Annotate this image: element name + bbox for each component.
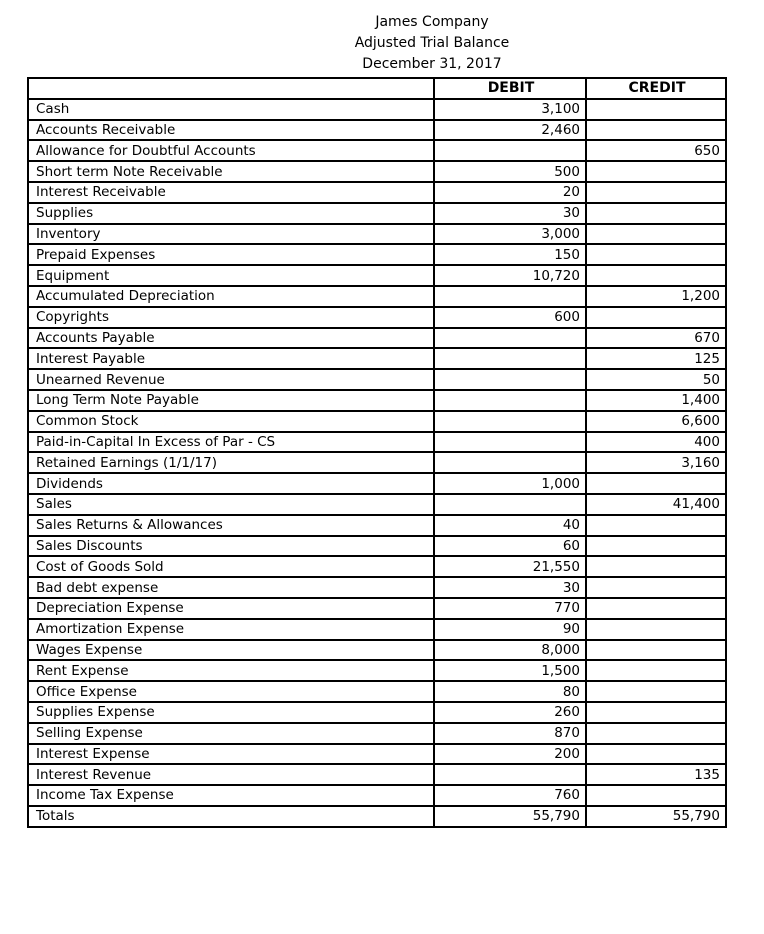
debit-amount	[434, 369, 586, 390]
debit-amount: 21,550	[434, 556, 586, 577]
account-name: Dividends	[28, 473, 434, 494]
account-name: Unearned Revenue	[28, 369, 434, 390]
debit-amount	[434, 452, 586, 473]
account-name: Allowance for Doubtful Accounts	[28, 140, 434, 161]
account-name: Sales Returns & Allowances	[28, 515, 434, 536]
account-name: Interest Receivable	[28, 182, 434, 203]
account-name: Long Term Note Payable	[28, 390, 434, 411]
account-name: Interest Revenue	[28, 764, 434, 785]
credit-amount	[586, 598, 726, 619]
debit-amount	[434, 328, 586, 349]
account-name: Accumulated Depreciation	[28, 286, 434, 307]
credit-amount: 1,400	[586, 390, 726, 411]
table-row	[28, 369, 726, 390]
table-row	[28, 286, 726, 307]
account-name: Office Expense	[28, 681, 434, 702]
credit-amount	[586, 515, 726, 536]
debit-amount: 770	[434, 598, 586, 619]
table-row	[28, 265, 726, 286]
account-name: Amortization Expense	[28, 619, 434, 640]
account-name: Cost of Goods Sold	[28, 556, 434, 577]
account-name: Interest Payable	[28, 348, 434, 369]
table-row	[28, 764, 726, 785]
report-date: December 31, 2017	[362, 56, 502, 72]
debit-amount	[434, 390, 586, 411]
table-row	[28, 452, 726, 473]
table-row	[28, 536, 726, 557]
account-column-header	[28, 78, 434, 99]
account-name: Wages Expense	[28, 640, 434, 661]
credit-amount: 41,400	[586, 494, 726, 515]
account-name: Cash	[28, 99, 434, 120]
table-row	[28, 120, 726, 141]
table-row	[28, 473, 726, 494]
credit-amount: 670	[586, 328, 726, 349]
account-name: Supplies Expense	[28, 702, 434, 723]
credit-amount	[586, 265, 726, 286]
table-row	[28, 556, 726, 577]
credit-amount	[586, 702, 726, 723]
totals-label: Totals	[28, 806, 434, 827]
credit-amount	[586, 224, 726, 245]
debit-amount: 260	[434, 702, 586, 723]
credit-amount	[586, 744, 726, 765]
debit-amount: 80	[434, 681, 586, 702]
credit-amount: 400	[586, 432, 726, 453]
account-name: Supplies	[28, 203, 434, 224]
table-row	[28, 640, 726, 661]
report-title: Adjusted Trial Balance	[354, 35, 510, 51]
credit-amount	[586, 244, 726, 265]
debit-amount: 150	[434, 244, 586, 265]
credit-amount: 50	[586, 369, 726, 390]
table-row	[28, 702, 726, 723]
credit-column-header: CREDIT	[586, 78, 726, 99]
table-row	[28, 307, 726, 328]
credit-amount	[586, 536, 726, 557]
account-name: Equipment	[28, 265, 434, 286]
report-heading	[282, 12, 582, 75]
credit-amount	[586, 660, 726, 681]
header-row	[28, 78, 726, 99]
table-row	[28, 161, 726, 182]
debit-column-header: DEBIT	[434, 78, 586, 99]
account-name: Sales Discounts	[28, 536, 434, 557]
debit-amount: 3,000	[434, 224, 586, 245]
debit-amount: 1,000	[434, 473, 586, 494]
table-row	[28, 140, 726, 161]
account-name: Depreciation Expense	[28, 598, 434, 619]
debit-amount: 30	[434, 203, 586, 224]
account-name: Copyrights	[28, 307, 434, 328]
debit-amount: 3,100	[434, 99, 586, 120]
table-row	[28, 577, 726, 598]
table-row	[28, 660, 726, 681]
credit-amount: 6,600	[586, 411, 726, 432]
debit-amount: 600	[434, 307, 586, 328]
credit-amount	[586, 681, 726, 702]
table-row	[28, 224, 726, 245]
credit-amount	[586, 99, 726, 120]
table-row	[28, 515, 726, 536]
credit-amount	[586, 785, 726, 806]
table-row	[28, 598, 726, 619]
account-name: Selling Expense	[28, 723, 434, 744]
account-name: Inventory	[28, 224, 434, 245]
credit-amount	[586, 161, 726, 182]
debit-amount	[434, 411, 586, 432]
account-name: Accounts Receivable	[28, 120, 434, 141]
company-name: James Company	[375, 14, 489, 30]
credit-amount	[586, 723, 726, 744]
debit-amount: 90	[434, 619, 586, 640]
table-row	[28, 723, 726, 744]
debit-amount: 1,500	[434, 660, 586, 681]
debit-amount: 10,720	[434, 265, 586, 286]
table-row	[28, 390, 726, 411]
account-name: Income Tax Expense	[28, 785, 434, 806]
debit-amount: 30	[434, 577, 586, 598]
debit-amount: 60	[434, 536, 586, 557]
credit-amount	[586, 120, 726, 141]
credit-amount: 135	[586, 764, 726, 785]
credit-amount	[586, 640, 726, 661]
debit-amount	[434, 432, 586, 453]
totals-debit: 55,790	[434, 806, 586, 827]
account-name: Common Stock	[28, 411, 434, 432]
account-name: Retained Earnings (1/1/17)	[28, 452, 434, 473]
table-row	[28, 99, 726, 120]
debit-amount: 2,460	[434, 120, 586, 141]
debit-amount: 8,000	[434, 640, 586, 661]
credit-amount	[586, 577, 726, 598]
account-name: Sales	[28, 494, 434, 515]
table-row	[28, 494, 726, 515]
table-row	[28, 328, 726, 349]
debit-amount: 760	[434, 785, 586, 806]
credit-amount	[586, 473, 726, 494]
table-row	[28, 744, 726, 765]
account-name: Paid-in-Capital In Excess of Par - CS	[28, 432, 434, 453]
totals-row	[28, 806, 726, 827]
debit-amount	[434, 764, 586, 785]
debit-amount: 20	[434, 182, 586, 203]
account-name: Interest Expense	[28, 744, 434, 765]
debit-amount	[434, 286, 586, 307]
trial-balance-table	[27, 77, 727, 828]
table-row	[28, 785, 726, 806]
debit-amount	[434, 348, 586, 369]
account-name: Accounts Payable	[28, 328, 434, 349]
credit-amount	[586, 556, 726, 577]
table-row	[28, 244, 726, 265]
account-name: Rent Expense	[28, 660, 434, 681]
credit-amount	[586, 619, 726, 640]
table-row	[28, 203, 726, 224]
table-row	[28, 619, 726, 640]
credit-amount: 3,160	[586, 452, 726, 473]
debit-amount	[434, 140, 586, 161]
credit-amount	[586, 182, 726, 203]
account-name: Short term Note Receivable	[28, 161, 434, 182]
table-row	[28, 411, 726, 432]
debit-amount: 40	[434, 515, 586, 536]
credit-amount: 1,200	[586, 286, 726, 307]
table-row	[28, 182, 726, 203]
debit-amount: 500	[434, 161, 586, 182]
account-name: Bad debt expense	[28, 577, 434, 598]
table-row	[28, 348, 726, 369]
debit-amount	[434, 494, 586, 515]
table-row	[28, 681, 726, 702]
account-name: Prepaid Expenses	[28, 244, 434, 265]
credit-amount: 650	[586, 140, 726, 161]
credit-amount: 125	[586, 348, 726, 369]
totals-credit: 55,790	[586, 806, 726, 827]
credit-amount	[586, 203, 726, 224]
table-row	[28, 432, 726, 453]
credit-amount	[586, 307, 726, 328]
debit-amount: 200	[434, 744, 586, 765]
debit-amount: 870	[434, 723, 586, 744]
